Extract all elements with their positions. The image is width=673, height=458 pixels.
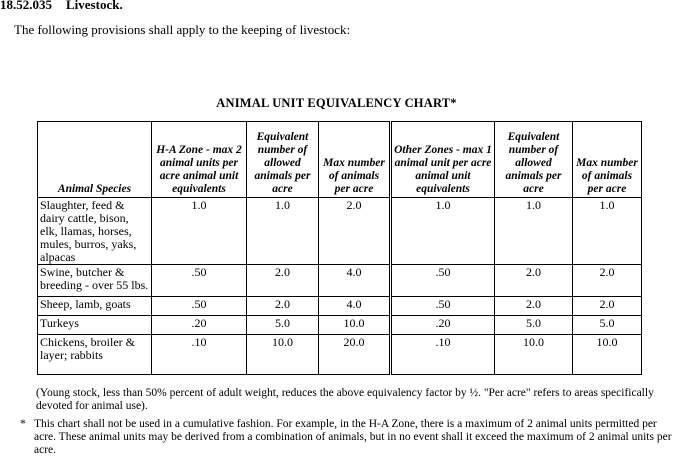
section-number: 18.52.035	[0, 0, 52, 12]
row-ha-equivalent: 1.0	[247, 198, 319, 265]
row-other-units: 1.0	[391, 198, 495, 265]
row-species: Turkeys	[38, 316, 152, 335]
row-ha-units: .50	[152, 265, 247, 297]
row-ha-max: 4.0	[319, 265, 391, 297]
row-ha-units: .50	[152, 297, 247, 316]
chart-footnote	[20, 418, 673, 457]
row-other-equivalent: 2.0	[495, 265, 573, 297]
row-ha-units: .20	[152, 316, 247, 335]
row-ha-equivalent: 2.0	[247, 265, 319, 297]
table-row	[38, 316, 642, 335]
row-ha-max: 20.0	[319, 335, 391, 375]
row-other-units: .50	[391, 265, 495, 297]
row-ha-units: .10	[152, 335, 247, 375]
row-ha-equivalent: 2.0	[247, 297, 319, 316]
table-header-row	[38, 122, 642, 198]
section-heading	[0, 0, 123, 13]
row-other-max: 2.0	[573, 297, 642, 316]
row-other-equivalent: 5.0	[495, 316, 573, 335]
row-species: Sheep, lamb, goats	[38, 297, 152, 316]
header-other-max-number: Max number of animals per acre	[573, 122, 642, 198]
row-other-equivalent: 1.0	[495, 198, 573, 265]
footnote-marker: *	[20, 418, 26, 430]
row-other-equivalent: 2.0	[495, 297, 573, 316]
row-species: Slaughter, feed & dairy cattle, bison, elk, llamas, horses, mules, burros, yaks, alpacas	[38, 198, 152, 265]
header-ha-zone-units: H-A Zone - max 2 animal units per acre animal unit equivalents	[152, 122, 247, 198]
row-other-max: 10.0	[573, 335, 642, 375]
row-other-units: .10	[391, 335, 495, 375]
footnote-text: This chart shall not be used in a cumulative fashion. For example, in the H-A Zone, there is a maximum of 2 animal units permitted per acre. These animal units may be derived from a combination of animals, but in no event shall it exceed the maximum of 2 animal units per acre.	[34, 418, 672, 456]
table-row	[38, 265, 642, 297]
intro-paragraph: The following provisions shall apply to the keeping of livestock:	[14, 22, 351, 37]
row-ha-max: 10.0	[319, 316, 391, 335]
chart-title: ANIMAL UNIT EQUIVALENCY CHART*	[216, 96, 457, 110]
row-other-units: .50	[391, 297, 495, 316]
table-row	[38, 335, 642, 375]
row-species: Swine, butcher & breeding - over 55 lbs.	[38, 265, 152, 297]
table-row	[38, 297, 642, 316]
young-stock-note: (Young stock, less than 50% percent of adult weight, reduces the above equivalency factor by ½. "Per acre" refers to areas specifically devoted for animal use).	[36, 387, 654, 412]
table-row	[38, 198, 642, 265]
row-ha-units: 1.0	[152, 198, 247, 265]
header-ha-max-number: Max number of animals per acre	[319, 122, 391, 198]
section-title: Livestock.	[66, 0, 123, 12]
row-other-max: 2.0	[573, 265, 642, 297]
row-ha-equivalent: 5.0	[247, 316, 319, 335]
header-ha-equivalent-number: Equivalent number of allowed animals per acre	[247, 122, 319, 198]
row-ha-max: 2.0	[319, 198, 391, 265]
row-ha-max: 4.0	[319, 297, 391, 316]
row-other-units: .20	[391, 316, 495, 335]
header-other-equivalent-number: Equivalent number of allowed animals per acre	[495, 122, 573, 198]
animal-unit-equivalency-table	[37, 121, 642, 375]
row-other-max: 5.0	[573, 316, 642, 335]
row-species: Chickens, broiler & layer; rabbits	[38, 335, 152, 375]
row-ha-equivalent: 10.0	[247, 335, 319, 375]
header-other-zones-units: Other Zones - max 1 animal unit per acre animal unit equivalents	[391, 122, 495, 198]
header-animal-species: Animal Species	[38, 122, 152, 198]
row-other-equivalent: 10.0	[495, 335, 573, 375]
row-other-max: 1.0	[573, 198, 642, 265]
